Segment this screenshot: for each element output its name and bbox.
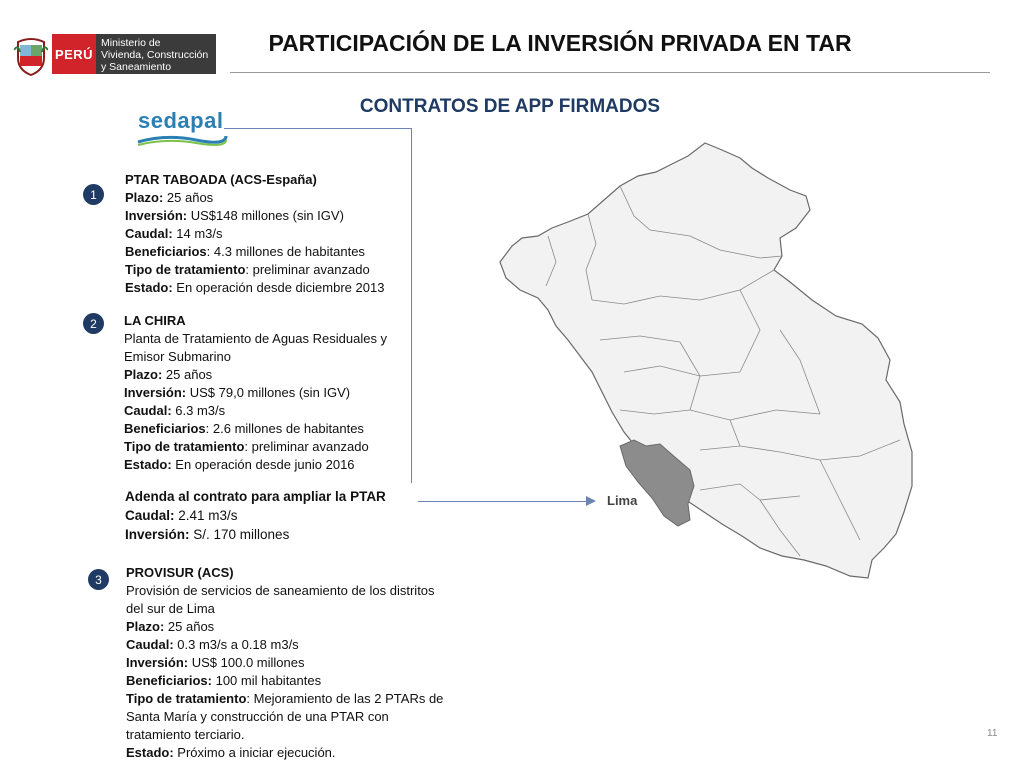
ministry-label: Ministerio de Vivienda, Construcción y Saneamiento — [96, 34, 216, 74]
project-2-details: LA CHIRA Planta de Tratamiento de Aguas Residuales y Emisor Submarino Plazo: 25 años Inversión: US$ 79,0 millones (sin IGV) Caudal: 6.3 m3/s Beneficiarios: 2.6 millones de habitantes Tipo de tratamiento: preliminar avanzado Estado: En operación desde junio 2016 — [124, 313, 388, 472]
section-subtitle: CONTRATOS DE APP FIRMADOS — [359, 96, 661, 117]
bracket-line-top — [224, 128, 412, 129]
page-number: 11 — [987, 728, 998, 739]
project-number-badge: 1 — [83, 184, 104, 205]
project-3-details: PROVISUR (ACS) Provisión de servicios de saneamiento de los distritos del sur de Lima Plazo: 25 años Caudal: 0.3 m3/s a 0.18 m3/s Inversión: US$ 100.0 millones Beneficiarios: 100 mil habitantes Tipo de tratamiento: Mejoramiento de las 2 PTARs de Santa María y construcción de una PTAR con tratamiento terciario. Estado: Próximo a iniciar ejecución. — [126, 565, 444, 760]
peru-map — [498, 140, 920, 580]
country-label: PERÚ — [52, 34, 96, 74]
project-number-badge: 2 — [83, 313, 104, 334]
lima-label: Lima — [607, 493, 638, 508]
bracket-line-vertical — [411, 128, 412, 483]
project-number-badge: 3 — [88, 569, 109, 590]
sedapal-wave-icon — [136, 132, 228, 146]
peru-outline — [500, 143, 912, 578]
coat-of-arms-icon — [14, 36, 48, 76]
addendum-details: Adenda al contrato para ampliar la PTAR Caudal: 2.41 m3/s Inversión: S/. 170 millones — [125, 489, 386, 542]
project-1-details: PTAR TABOADA (ACS-España) Plazo: 25 años Inversión: US$148 millones (sin IGV) Caudal: 14 m3/s Beneficiarios: 4.3 millones de habitantes Tipo de tratamiento: preliminar avanzado Estado: En operación desde diciembre 2013 — [125, 172, 385, 295]
sedapal-logo: sedapal — [138, 108, 224, 133]
page-title: PARTICIPACIÓN DE LA INVERSIÓN PRIVADA EN TAR — [268, 30, 852, 56]
title-divider — [230, 72, 990, 73]
